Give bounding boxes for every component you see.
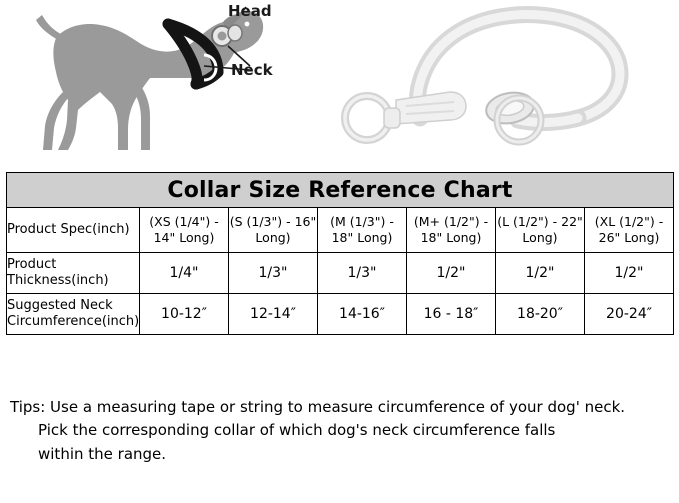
row-label-product-spec: Product Spec(inch) [7, 208, 140, 253]
row-label-neck-circumference: Suggested Neck Circumference(inch) [7, 294, 140, 335]
cell-circumference-s: 12-14″ [229, 294, 318, 335]
tips-line-3: within the range. [38, 444, 167, 463]
cell-thickness-s: 1/3" [229, 253, 318, 294]
cell-thickness-xl: 1/2" [585, 253, 674, 294]
chart-title: Collar Size Reference Chart [7, 173, 674, 208]
cell-circumference-l: 18-20″ [496, 294, 585, 335]
annotation-head: Head [228, 2, 272, 20]
table-row [7, 294, 674, 335]
cell-spec-m: (M (1/3") - 18" Long) [318, 208, 407, 253]
tips-text [10, 396, 670, 466]
illustration-area [0, 0, 679, 170]
cell-spec-l: (L (1/2") - 22" Long) [496, 208, 585, 253]
size-chart-table-wrap [6, 172, 673, 335]
cell-thickness-xs: 1/4" [140, 253, 229, 294]
size-chart-table [6, 172, 674, 335]
collar-product-image [320, 0, 660, 170]
table-title-row [7, 173, 674, 208]
cell-circumference-xl: 20-24″ [585, 294, 674, 335]
table-row [7, 253, 674, 294]
tips-line-1: Tips: Use a measuring tape or string to measure circumference of your dog' neck. [10, 398, 626, 416]
cell-spec-s: (S (1/3") - 16" Long) [229, 208, 318, 253]
cell-spec-xl: (XL (1/2") - 26" Long) [585, 208, 674, 253]
cell-circumference-m: 14-16″ [318, 294, 407, 335]
dog-illustration [18, 0, 308, 170]
annotation-neck: Neck [231, 61, 273, 79]
cell-thickness-l: 1/2" [496, 253, 585, 294]
cell-thickness-m: 1/3" [318, 253, 407, 294]
tips-line-2: Pick the corresponding collar of which dog's neck circumference falls [38, 421, 556, 440]
table-row [7, 208, 674, 253]
cell-circumference-xs: 10-12″ [140, 294, 229, 335]
cell-spec-xs: (XS (1/4") - 14" Long) [140, 208, 229, 253]
row-label-thickness: Product Thickness(inch) [7, 253, 140, 294]
cell-thickness-m-plus: 1/2" [407, 253, 496, 294]
cell-spec-m-plus: (M+ (1/2") - 18" Long) [407, 208, 496, 253]
cell-circumference-m-plus: 16 - 18″ [407, 294, 496, 335]
